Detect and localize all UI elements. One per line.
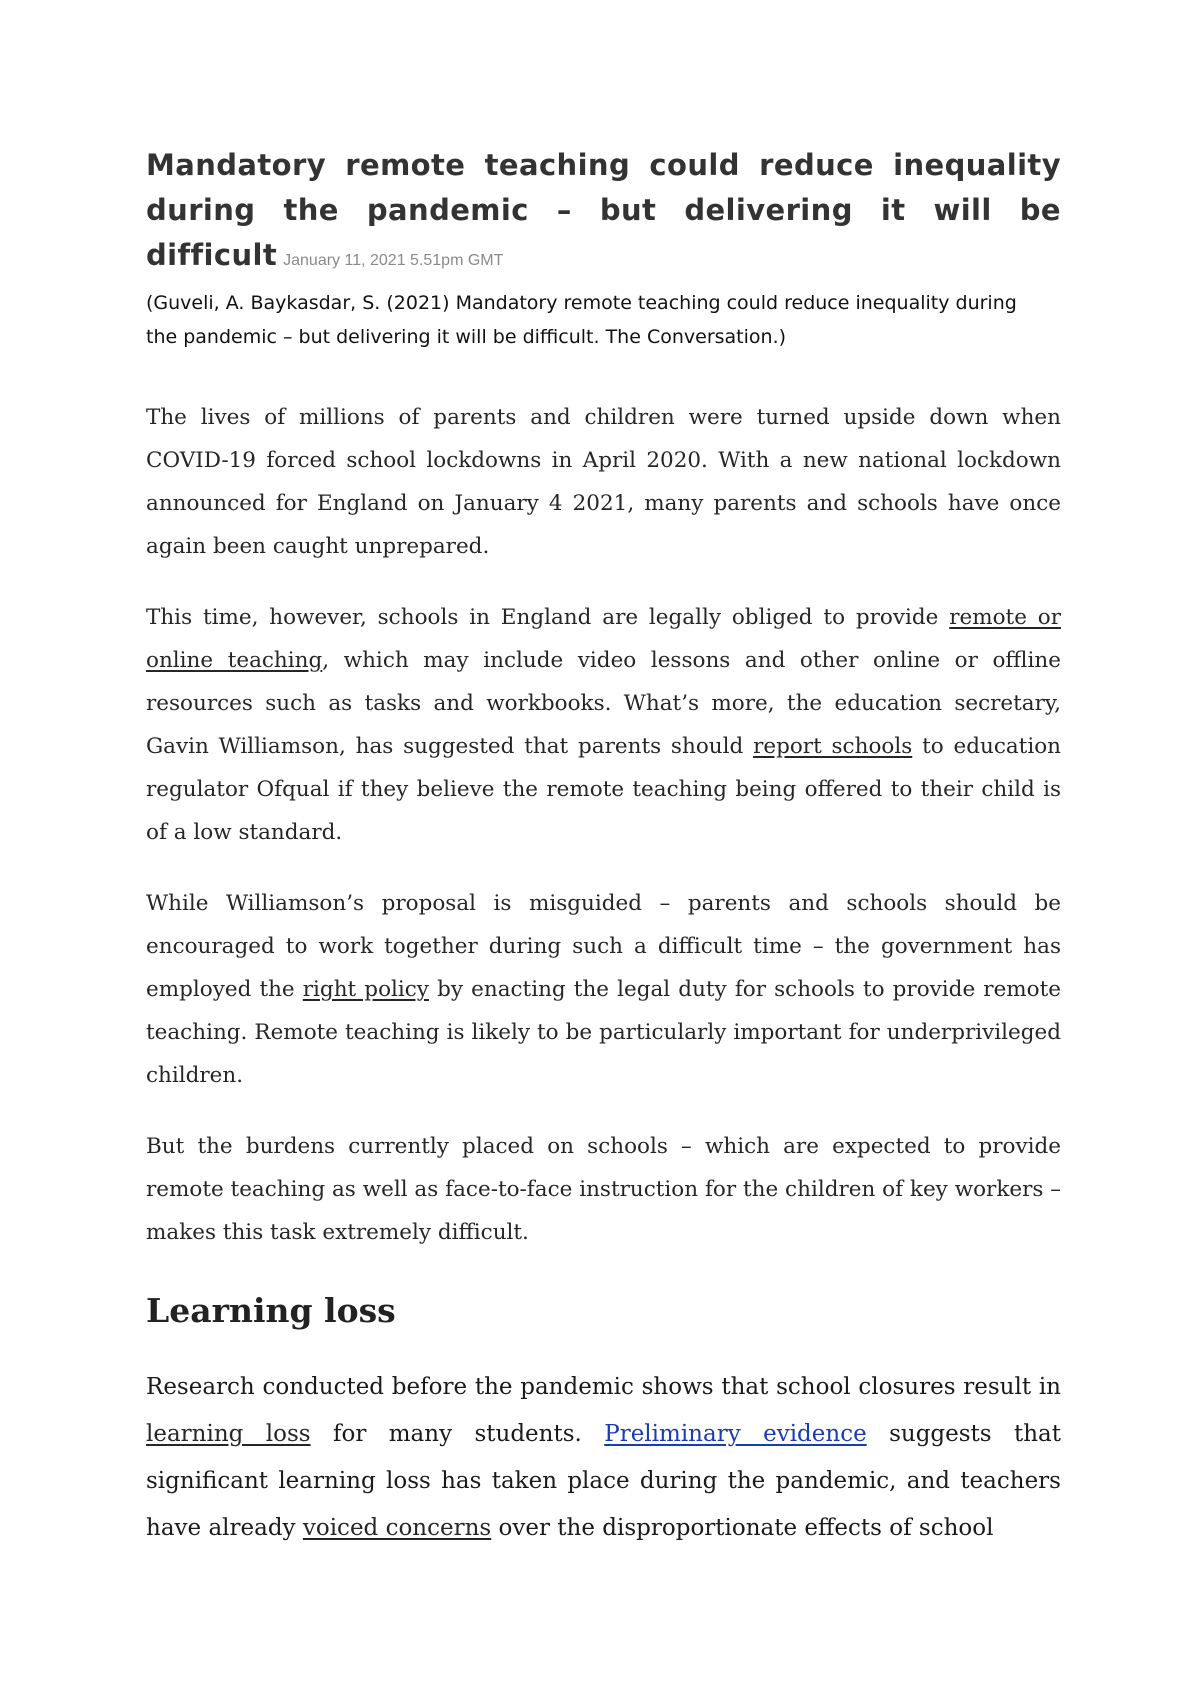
- paragraph-2-text-b: , which may include video lessons and other online or offline resources such as tasks and workbooks. What’s more, the education secretary, Gavin Williamson, has suggested that parents should: [146, 648, 1061, 759]
- paragraph-3-text-a: While Williamson’s proposal is misguided – parents and schools should be encouraged to work together during such a difficult time – the government has employed the: [146, 891, 1061, 1002]
- paragraph-3: [146, 882, 1061, 1097]
- paragraph-1: The lives of millions of parents and children were turned upside down when COVID-19 forced school lockdowns in April 2020. With a new national lockdown announced for England on January 4 2021, many parents and schools have once again been caught unprepared.: [146, 405, 1061, 559]
- paragraph-5-text-a: Research conducted before the pandemic shows that school closures result in: [146, 1374, 1061, 1400]
- paragraph-3-text-b: by enacting the legal duty for schools to provide remote teaching. Remote teaching is likely to be particularly important for underprivileged children.: [146, 977, 1061, 1088]
- article-page: [146, 0, 1061, 1575]
- paragraph-2-text-c: to education regulator Ofqual if they believe the remote teaching being offered to their child is of a low standard.: [146, 734, 1061, 845]
- paragraph-5-text-b: for many students.: [310, 1421, 605, 1447]
- section-heading: Learning loss: [146, 1291, 396, 1330]
- paragraph-2-text-a: This time, however, schools in England are legally obliged to provide: [146, 605, 950, 630]
- article-title: Mandatory remote teaching could reduce inequality during the pandemic – but delivering it will be difficult: [146, 148, 1061, 272]
- paragraph-2: [146, 596, 1061, 854]
- citation: (Guveli, A. Baykasdar, S. (2021) Mandatory remote teaching could reduce inequality during the pandemic – but delivering it will be difficult. The Conversation.): [146, 292, 1017, 348]
- article-date: January 11, 2021 5.51pm GMT: [283, 252, 504, 269]
- link-learning-loss[interactable]: learning loss: [146, 1421, 311, 1447]
- link-report-schools[interactable]: report schools: [753, 734, 913, 759]
- paragraph-4: But the burdens currently placed on schools – which are expected to provide remote teaching as well as face-to-face instruction for the children of key workers – makes this task extremely difficult.: [146, 1134, 1061, 1245]
- paragraph-5-text-d: over the disproportionate effects of school: [491, 1515, 994, 1541]
- link-voiced-concerns[interactable]: voiced concerns: [302, 1515, 492, 1541]
- link-right-policy[interactable]: right policy: [302, 977, 429, 1002]
- paragraph-5: [146, 1364, 1061, 1552]
- paragraph-5-text-c: suggests that significant learning loss has taken place during the pandemic, and teachers have already: [146, 1421, 1062, 1541]
- link-preliminary-evidence[interactable]: Preliminary evidence: [604, 1421, 867, 1447]
- article-title-block: [146, 143, 1061, 283]
- link-remote-online-teaching[interactable]: remote or online teaching: [146, 605, 1061, 673]
